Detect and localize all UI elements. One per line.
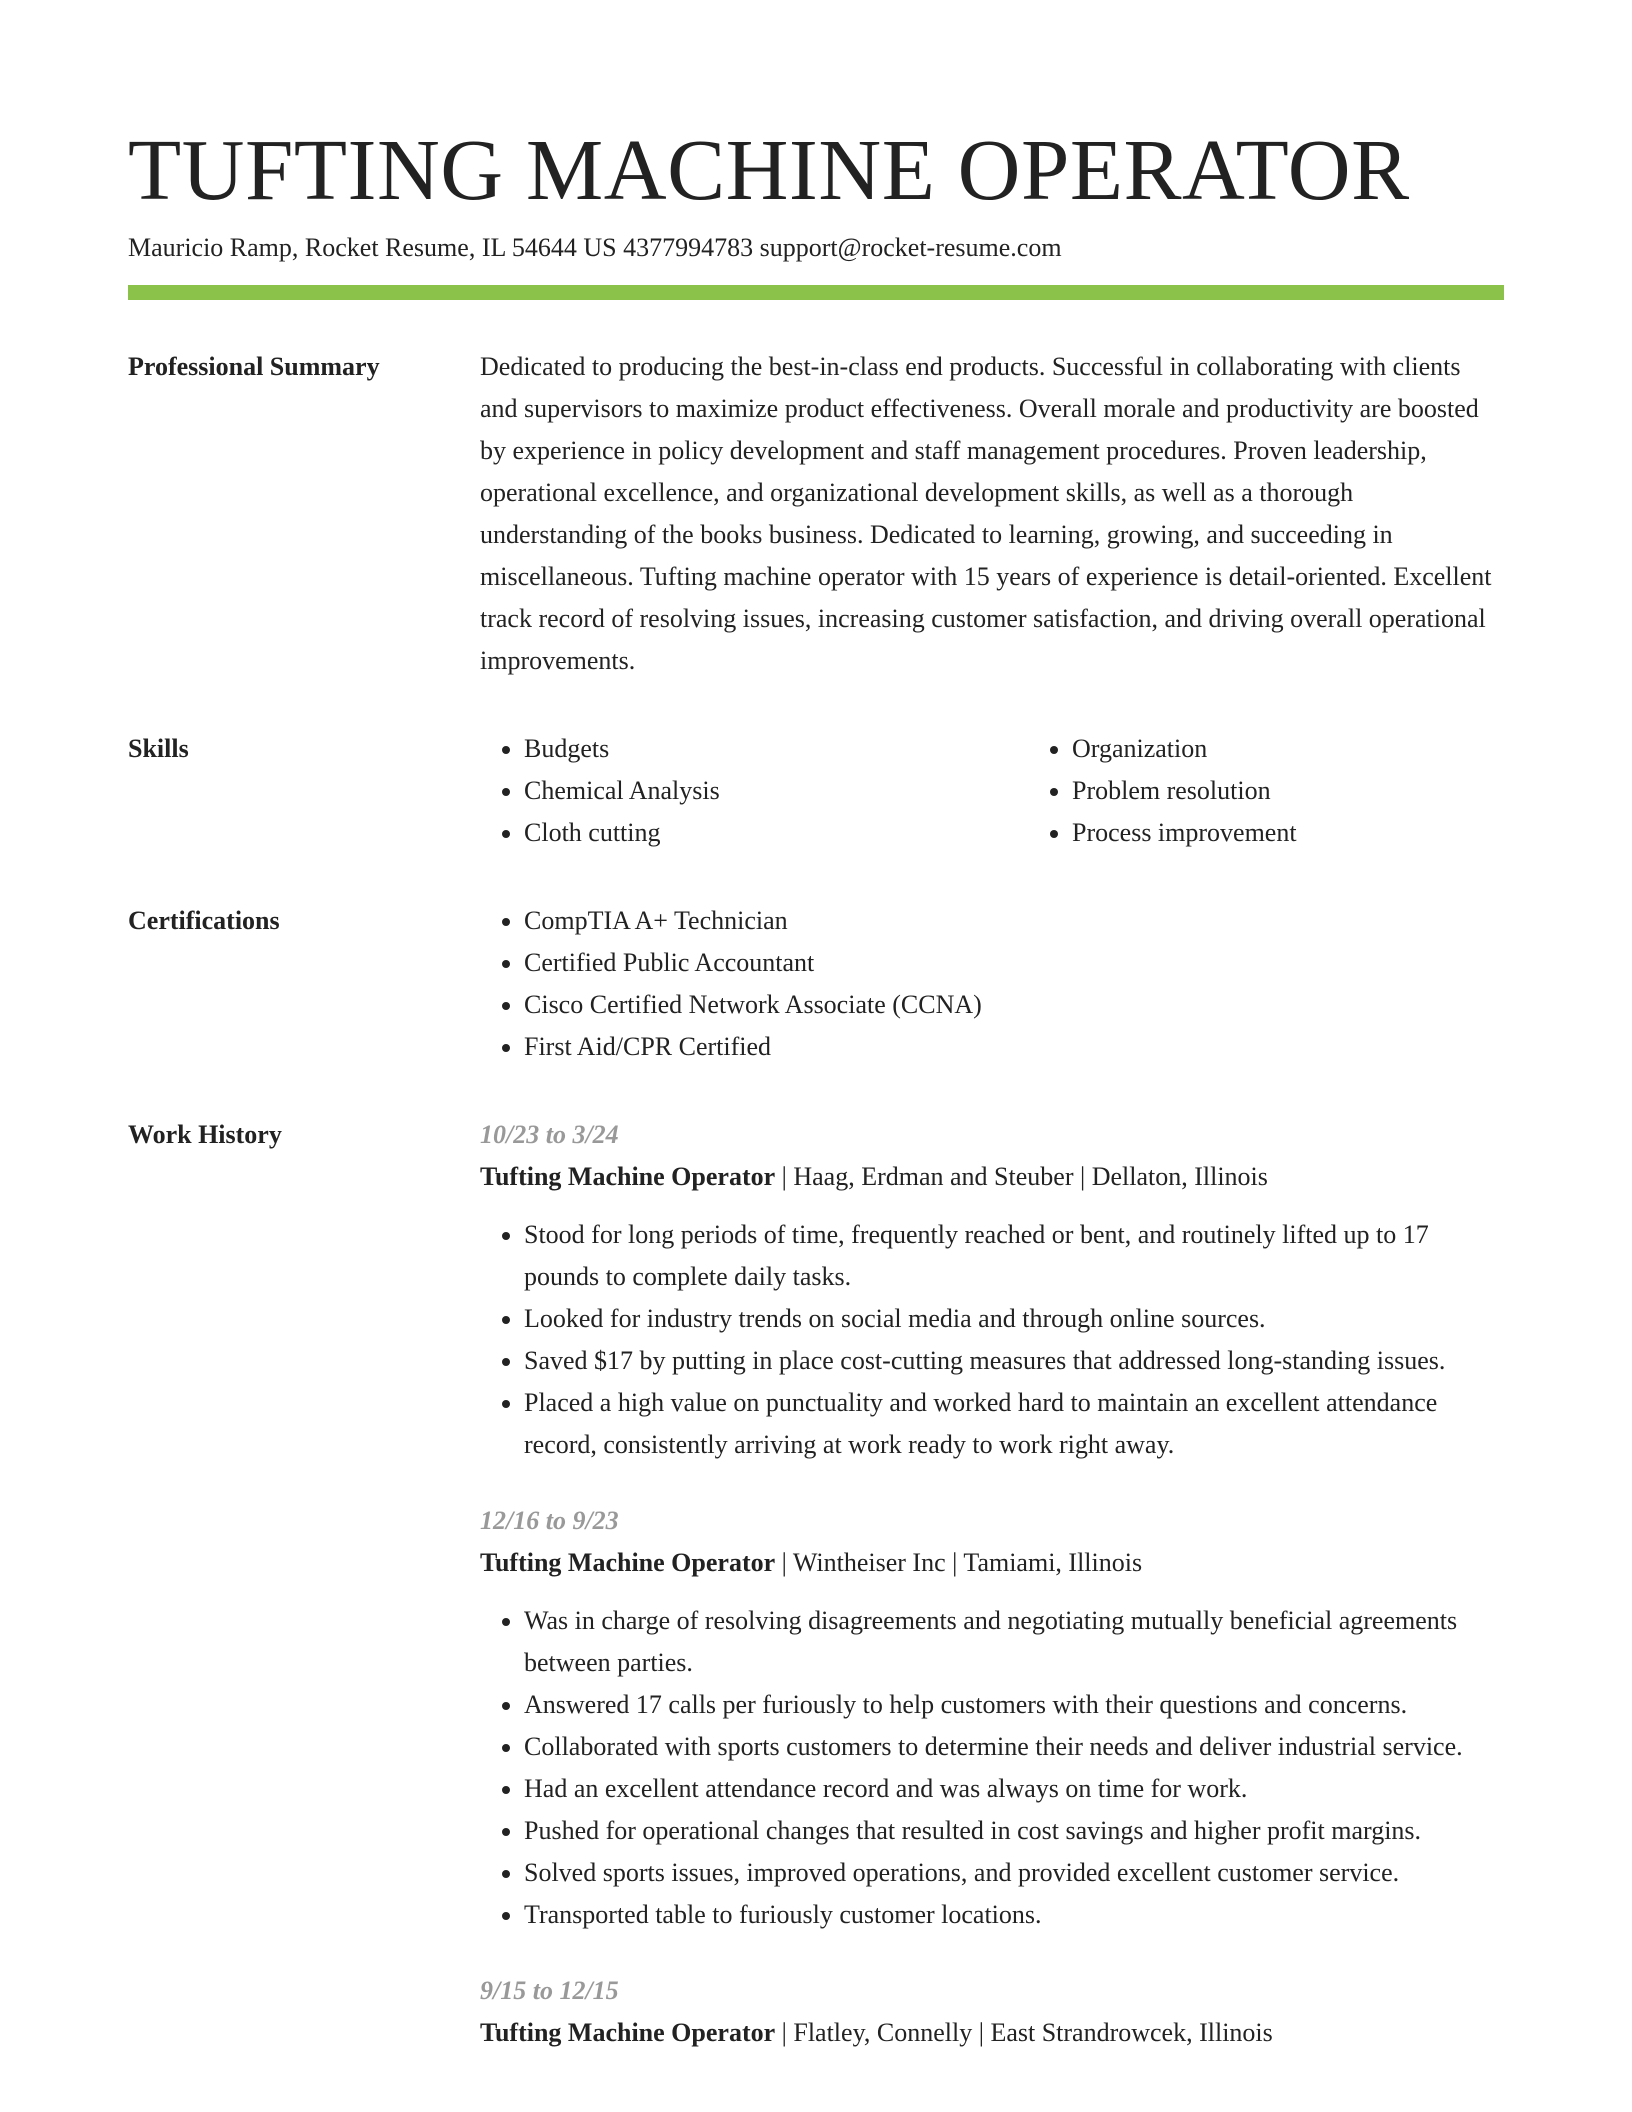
job-entry (480, 1970, 1504, 2054)
job-company: Flatley, Connelly (793, 2018, 973, 2047)
separator (1073, 1162, 1091, 1191)
separator (775, 1548, 793, 1577)
skill-item: • Cloth cutting (524, 812, 1028, 854)
job-title: Tufting Machine Operator (480, 1548, 776, 1577)
separator (946, 1548, 964, 1577)
contact-address: Mauricio Ramp, Rocket Resume, IL 54644 US (128, 233, 617, 262)
job-location: East Strandrowcek, Illinois (990, 2018, 1273, 2047)
summary-body (480, 346, 1504, 682)
certifications-heading: Certifications (128, 906, 280, 935)
separator (775, 2018, 793, 2047)
summary-heading: Professional Summary (128, 352, 380, 381)
separator (775, 1162, 793, 1191)
job-dates: 12/16 to 9/23 (480, 1506, 619, 1535)
certification-item: • Cisco Certified Network Associate (CCNA) (524, 984, 1504, 1026)
job-line (480, 1156, 1504, 1198)
summary-text: Dedicated to producing the best-in-class end products. Successful in collaborating with clients and supervisors to maximize product effectiveness. Overall morale and productivity are boosted by experience in policy development and staff management procedures. Proven leadership, operational excellence, and organizational development skills, as well as a thorough understanding of the books business. Dedicated to learning, growing, and succeeding in miscellaneous. Tufting machine operator with 15 years of experience is detail-oriented. Excellent track record of resolving issues, increasing customer satisfaction, and driving overall operational improvements. (480, 352, 1492, 675)
skills-body (480, 728, 1576, 854)
job-bullets (480, 1600, 1504, 1936)
summary-section (128, 346, 1504, 682)
contact-email: support@rocket-resume.com (759, 233, 1062, 262)
skill-item: • Organization (1072, 728, 1576, 770)
skill-item: • Problem resolution (1072, 770, 1576, 812)
separator (972, 2018, 990, 2047)
certifications-section (128, 900, 1504, 1068)
job-dates: 10/23 to 3/24 (480, 1120, 619, 1149)
certification-item: • First Aid/CPR Certified (524, 1026, 1504, 1068)
certifications-body (480, 900, 1504, 1068)
job-bullet: • Stood for long periods of time, frequently reached or bent, and routinely lifted up to 17 pounds to complete daily tasks. (524, 1214, 1504, 1298)
job-line (480, 1542, 1504, 1584)
work-history-heading: Work History (128, 1120, 282, 1149)
skill-item: • Budgets (524, 728, 1028, 770)
job-location: Tamiami, Illinois (963, 1548, 1143, 1577)
job-entry (480, 1500, 1504, 1936)
job-dates: 9/15 to 12/15 (480, 1976, 619, 2005)
job-location: Dellaton, Illinois (1091, 1162, 1268, 1191)
job-line (480, 2012, 1504, 2054)
resume-page (128, 120, 1504, 2054)
job-bullet: • Looked for industry trends on social media and through online sources. (524, 1298, 1504, 1340)
skills-list-left (480, 728, 1028, 854)
contact-phone: 4377994783 (623, 233, 754, 262)
job-bullet: • Answered 17 calls per furiously to help customers with their questions and concerns. (524, 1684, 1504, 1726)
job-bullet: • Placed a high value on punctuality and worked hard to maintain an excellent attendance record, consistently arriving at work ready to work right away. (524, 1382, 1504, 1466)
certification-item: • Certified Public Accountant (524, 942, 1504, 984)
job-company: Haag, Erdman and Steuber (793, 1162, 1074, 1191)
job-bullet: • Was in charge of resolving disagreements and negotiating mutually beneficial agreements between parties. (524, 1600, 1504, 1684)
contact-line (128, 230, 1504, 266)
header-divider (128, 285, 1504, 300)
job-entry (480, 1114, 1504, 1466)
job-bullet: • Solved sports issues, improved operations, and provided excellent customer service. (524, 1852, 1504, 1894)
work-history-body (480, 1114, 1504, 2054)
certification-item: • CompTIA A+ Technician (524, 900, 1504, 942)
certifications-list (480, 900, 1504, 1068)
job-bullet: • Pushed for operational changes that resulted in cost savings and higher profit margins. (524, 1810, 1504, 1852)
skill-item: • Process improvement (1072, 812, 1576, 854)
work-history-section (128, 1114, 1504, 2054)
skills-section (128, 728, 1504, 854)
job-title: Tufting Machine Operator (480, 2018, 776, 2047)
job-bullet: • Had an excellent attendance record and was always on time for work. (524, 1768, 1504, 1810)
skills-list-right (1028, 728, 1576, 854)
job-bullet: • Collaborated with sports customers to determine their needs and deliver industrial service. (524, 1726, 1504, 1768)
job-company: Wintheiser Inc (792, 1548, 946, 1577)
job-bullet: • Transported table to furiously customer locations. (524, 1894, 1504, 1936)
resume-title: TUFTING MACHINE OPERATOR (128, 121, 1410, 218)
job-title: Tufting Machine Operator (480, 1162, 776, 1191)
skills-heading: Skills (128, 734, 189, 763)
job-bullets (480, 1214, 1504, 1466)
skill-item: • Chemical Analysis (524, 770, 1028, 812)
job-bullet: • Saved $17 by putting in place cost-cutting measures that addressed long-standing issues. (524, 1340, 1504, 1382)
